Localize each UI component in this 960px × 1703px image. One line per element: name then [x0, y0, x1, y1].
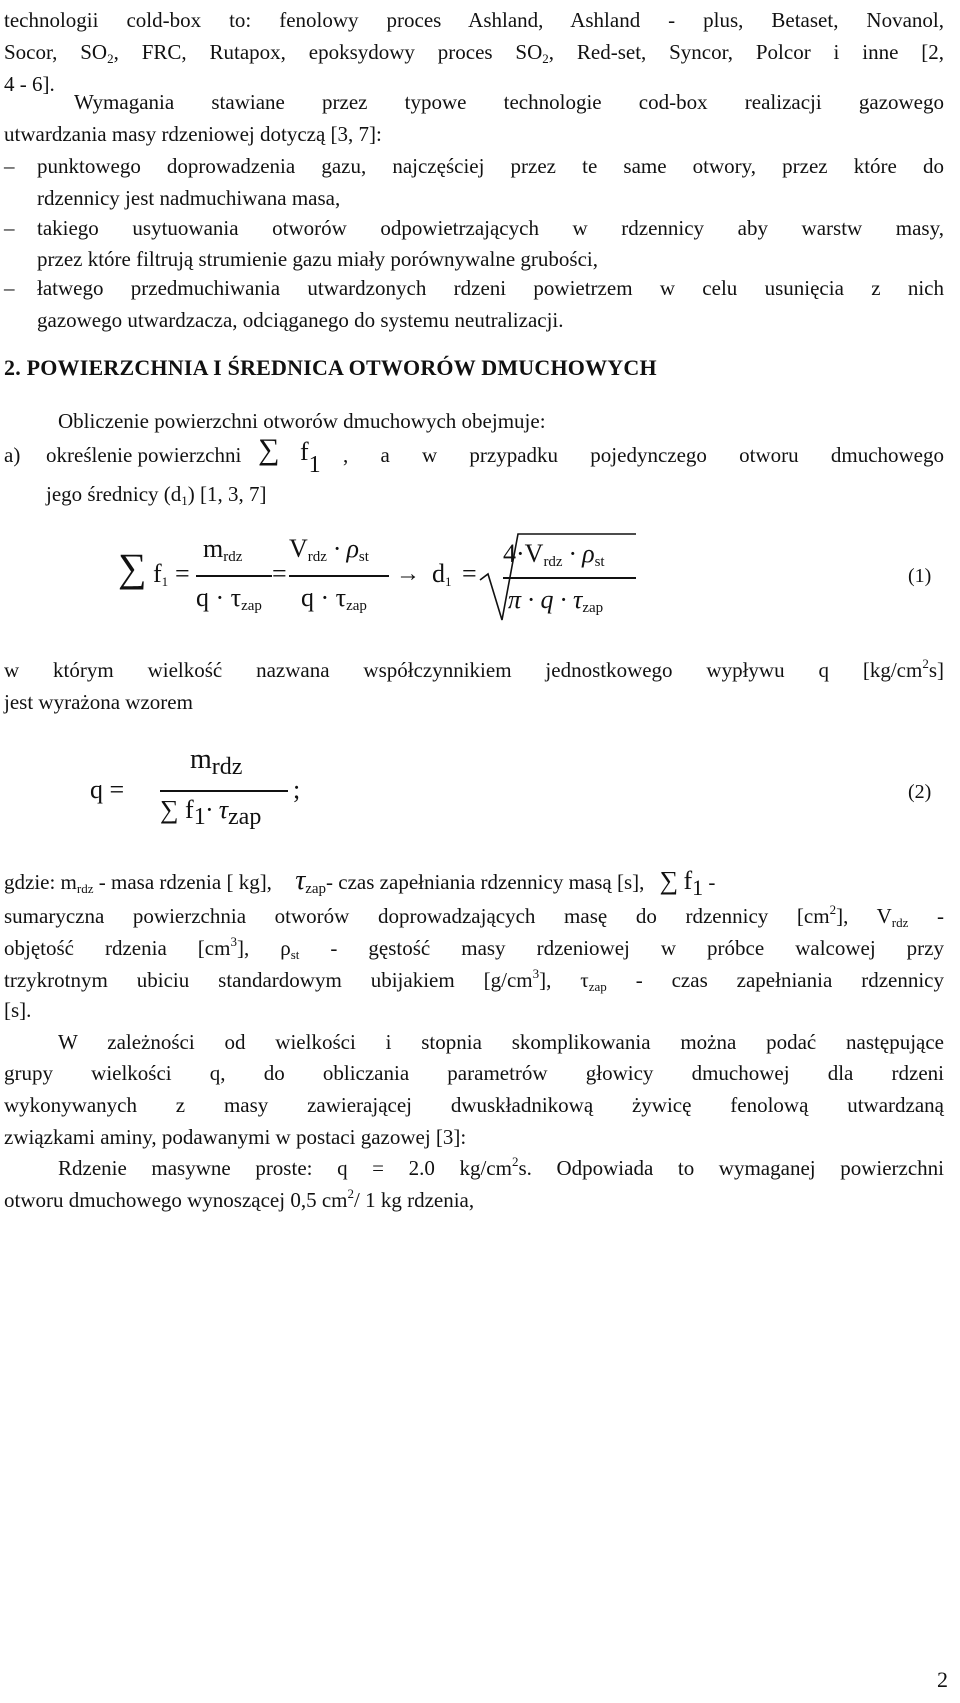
eq1-m-sub: rdz [223, 549, 243, 565]
eq1-4V-sub: rdz [543, 554, 563, 570]
def-V-sub: rdz [891, 915, 909, 930]
simple-line-1 [58, 1152, 944, 1184]
def-rho-desc: - gęstość masy rdzeniowej w próbce walcowej przy [299, 936, 944, 960]
so2-subscript-2: 2 [542, 51, 549, 66]
cm2-superscript: 2 [922, 656, 929, 671]
definitions-line-5: [s]. [4, 998, 32, 1022]
eq1-f-symbol: f [153, 559, 162, 588]
eq2-m-sub: rdz [211, 754, 243, 780]
requirements-intro-line-2 [4, 118, 382, 150]
section-intro-text: Obliczenie powierzchni otworów dmuchowych obejmuje: [58, 409, 546, 433]
groups-line-3: wykonywanych z masy zawierającej dwuskładnikową żywicę fenolową utwardzaną [4, 1093, 944, 1117]
eq1-d-symbol: d [432, 559, 445, 588]
eq2-semicolon: ; [293, 775, 301, 804]
requirement-3-line-2: gazowego utwardzacza, odciąganego do systemu neutralizacji. [37, 308, 564, 332]
def-sum-symbol: ∑ [659, 866, 679, 895]
eq1-rho-2: · ρ [569, 539, 595, 568]
eq2-fraction-line [160, 790, 288, 792]
eq1-label: (1) [908, 565, 932, 587]
eq1-den2-text: q · τ [301, 583, 347, 612]
def-rho-text: ], ρ [236, 936, 291, 960]
requirement-1-line-1: punktowego doprowadzenia gazu, najczęściej przez te same otwory, przez które do [37, 154, 944, 178]
requirement-2-line-2: przez które filtrują strumienie gazu miały porównywalne grubości, [37, 247, 598, 271]
eq2-num [190, 744, 243, 780]
definitions-line-1 [4, 865, 944, 898]
eq1-f-sub: 1 [161, 574, 169, 589]
item-a-line2-ref: ) [1, 3, 7] [187, 482, 267, 506]
def-tau-sub: zap [305, 881, 327, 897]
groups-line-1: W zależności od wielkości i stopnia skomplikowania można podać następujące [58, 1030, 944, 1054]
eq2-m: m [190, 744, 212, 775]
dash-bullet: – [4, 154, 15, 178]
requirements-intro-text-2: utwardzania masy rdzeniowej dotyczą [3, 7]: [4, 122, 382, 146]
definitions-line-4 [4, 964, 944, 996]
so2-subscript: 2 [107, 51, 114, 66]
eq1-equals-3: = [462, 559, 477, 588]
def-m-desc: - masa rdzenia [ kg], [93, 870, 272, 894]
eq1-den1-sub: zap [241, 598, 262, 614]
simple-text-2: otworu dmuchowego wynoszącej 0,5 cm [4, 1188, 348, 1212]
def-rho-sub: st [290, 947, 300, 962]
intro-line-2 [4, 36, 944, 68]
dash-bullet: – [4, 276, 15, 300]
eq1-d-sub: 1 [445, 574, 452, 589]
def-sum-desc: sumaryczna powierzchnia otworów doprowadzających masę do rdzennicy [cm [4, 904, 830, 928]
page-number: 2 [937, 1667, 948, 1692]
eq1-sum-symbol: ∑ [118, 545, 147, 590]
eq1-num1 [203, 533, 242, 565]
intro-line-1 [4, 4, 944, 36]
eq2-label: (2) [908, 781, 932, 803]
simple-text-2b: / 1 kg rdzenia, [354, 1188, 475, 1212]
def-m-sub: rdz [76, 881, 94, 896]
item-a-label: a) [4, 443, 21, 467]
def-m-text: gdzie: m [4, 870, 77, 894]
simple-text-1b: s. Odpowiada to wymaganej powierzchni [518, 1156, 944, 1180]
eq1-den2-sub: zap [346, 598, 367, 614]
groups-line-4: związkami aminy, podawanymi w postaci gazowej [3]: [4, 1125, 467, 1149]
def-V-desc: objętość rdzenia [cm [4, 936, 231, 960]
item-a-f-sub: 1 [308, 452, 321, 478]
def-cm2-sup: 2 [829, 902, 837, 917]
requirements-intro-text-1: Wymagania stawiane przez typowe technologie cod-box realizacji gazowego [74, 90, 944, 114]
definitions-line-3 [4, 932, 944, 964]
item-a-text-1: określenie powierzchni [46, 443, 242, 467]
def-V-text: ], V [836, 904, 892, 928]
def-f-sub: 1 [692, 875, 704, 900]
eq1-fraction-line-2 [289, 575, 389, 577]
eq1-4V: 4·V [503, 539, 544, 568]
eq1-fraction-line-3 [503, 577, 636, 579]
intro-text-2a: Socor, SO [4, 40, 108, 64]
eq1-den2 [301, 582, 367, 614]
simple-cm2-sup: 2 [511, 1154, 519, 1169]
d1-subscript: 1 [181, 493, 188, 508]
eq2-tau-sub: zap [228, 804, 262, 830]
section-heading: 2. POWIERZCHNIA I ŚREDNICA OTWORÓW DMUCHOWYCH [4, 355, 657, 380]
eq1-equals-1: = [175, 559, 190, 588]
eq2-sum-symbol: ∑ [160, 795, 179, 824]
requirement-1-line-2: rdzennicy jest nadmuchiwana masa, [37, 186, 341, 210]
def-tau: τ [295, 865, 306, 896]
def-tau2-text: ], τ [539, 968, 589, 992]
eq1-num3 [503, 538, 605, 570]
eq2-tau: · τ [205, 795, 229, 824]
eq1-den1-text: q · τ [196, 583, 242, 612]
intro-text-2b: , FRC, Rutapox, epoksydowy proces SO [113, 40, 543, 64]
item-a-f-symbol: f [300, 437, 309, 466]
def-V-dash: - [908, 904, 945, 928]
item-a-text-2: , a w przypadku pojedynczego otworu dmuchowego [343, 443, 944, 467]
def-gcm3-sup: 3 [532, 966, 540, 981]
def-tau2-desc: - czas zapełniania rdzennicy [606, 968, 944, 992]
def-rho-desc-2: trzykrotnym ubiciu standardowym ubijakiem [g/cm [4, 968, 533, 992]
after-eq1-unit: s] [928, 658, 944, 682]
eq2-f: f [185, 795, 194, 824]
item-a-f [300, 436, 321, 478]
intro-text-2c: , Red-set, Syncor, Polcor i inne [2, [548, 40, 944, 64]
eq1-den1 [196, 582, 262, 614]
def-tau-desc: - czas zapełniania rdzennicy masą [s], [326, 870, 645, 894]
equation-1 [0, 520, 960, 630]
eq1-rho-sub: st [358, 549, 369, 565]
def-cm3-sup: 3 [230, 934, 237, 949]
groups-line-2: grupy wielkości q, do obliczania parametrów głowicy dmuchowej dla rdzeni [4, 1061, 944, 1085]
eq1-den3-sub: zap [582, 600, 604, 616]
eq1-d [432, 558, 452, 590]
after-eq1-line-1 [4, 654, 944, 686]
def-f-dash: - [703, 870, 716, 894]
after-eq1-text-1: w którym wielkość nazwana współczynnikiem jednostkowego wypływu q [kg/cm [4, 658, 923, 682]
def-f: f [683, 866, 693, 895]
equation-2 [0, 740, 960, 840]
eq1-num2 [289, 533, 369, 565]
intro-text-1: technologii cold-box to: fenolowy proces Ashland, Ashland - plus, Betaset, Novanol, [4, 8, 944, 32]
eq1-den3 [508, 584, 603, 616]
item-a-line-2 [46, 478, 267, 510]
eq2-f-sub: 1 [193, 804, 206, 830]
eq1-m: m [203, 534, 224, 563]
eq1-arrow: → [396, 561, 420, 587]
eq1-V: V [289, 534, 308, 563]
eq1-den3-text: π · q · τ [508, 585, 583, 614]
section-intro [58, 405, 546, 437]
eq2-q-equals: q = [90, 775, 125, 804]
intro-text-3: 4 - 6]. [4, 72, 55, 96]
def-tau2-sub: zap [588, 979, 607, 994]
eq1-rho: · ρ [333, 534, 359, 563]
simple-text-1: Rdzenie masywne proste: q = 2.0 kg/cm [58, 1156, 512, 1180]
eq1-V-sub: rdz [307, 549, 327, 565]
requirement-3-line-1: łatwego przedmuchiwania utwardzonych rdzeni powietrzem w celu usunięcia z nich [37, 276, 944, 300]
eq2-den [160, 794, 262, 830]
simple-line-2 [4, 1184, 474, 1216]
after-eq1-line-2: jest wyrażona wzorem [4, 690, 193, 714]
eq1-equals-2: = [272, 559, 287, 588]
item-a-line2-text: jego średnicy (d [46, 482, 182, 506]
eq1-rho-2-sub: st [594, 554, 605, 570]
simple-cm2-sup-2: 2 [347, 1186, 354, 1201]
requirement-2-line-1: takiego usytuowania otworów odpowietrzających w rdzennicy aby warstw masy, [37, 216, 944, 240]
definitions-line-2 [4, 900, 944, 932]
eq1-f [153, 558, 168, 590]
eq1-fraction-line-1 [196, 575, 272, 577]
item-a-sum-symbol: ∑ [258, 433, 280, 466]
intro-line-3 [4, 68, 55, 100]
dash-bullet: – [4, 216, 15, 240]
requirements-intro-line-1 [74, 86, 944, 118]
